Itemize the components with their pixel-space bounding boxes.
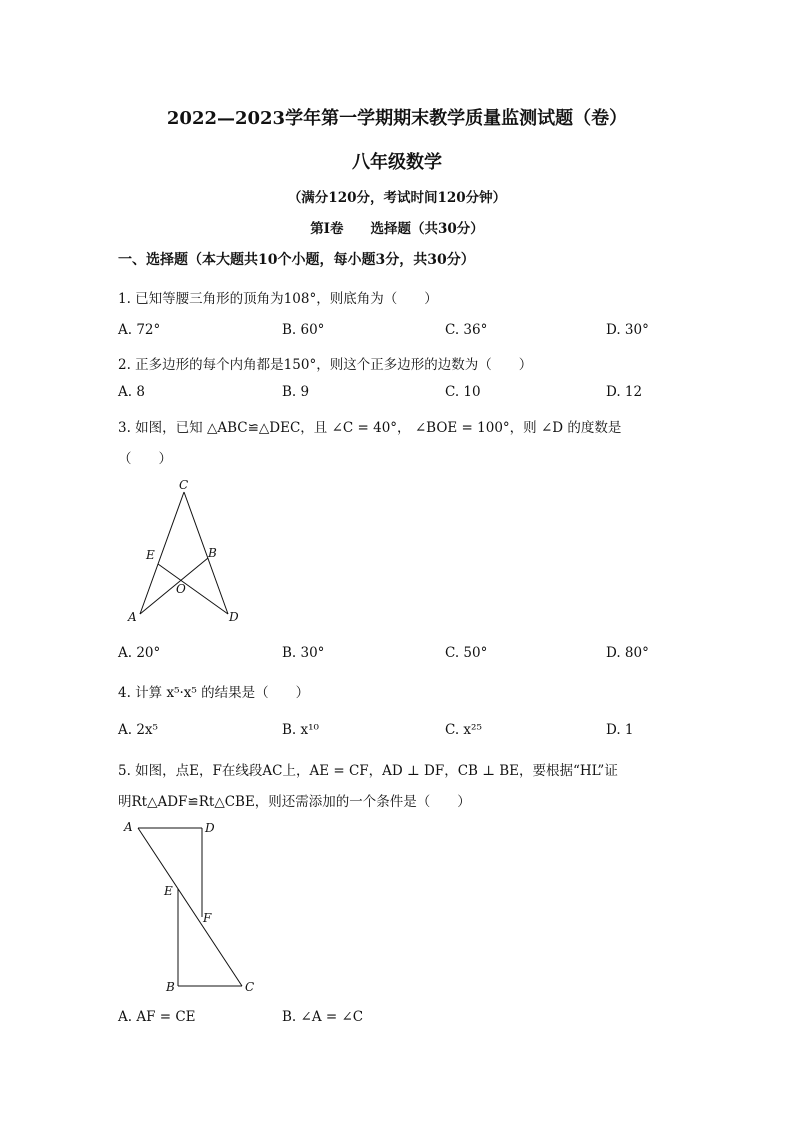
- label-b: B: [208, 546, 217, 560]
- question-4-option-c: C. x²⁵: [445, 722, 482, 738]
- question-2-option-c: C. 10: [445, 384, 481, 400]
- question-4-option-d: D. 1: [606, 722, 634, 738]
- question-5-figure: [118, 816, 268, 996]
- label-c: C: [179, 478, 189, 492]
- question-5-option-a: A. AF = CE: [118, 1009, 196, 1025]
- segment-cd: [184, 492, 228, 614]
- question-1-stem: 1. 已知等腰三角形的顶角为108°，则底角为（ ）: [118, 291, 438, 307]
- label-e: E: [164, 884, 173, 898]
- label-b: B: [166, 980, 175, 994]
- question-2-option-d: D. 12: [606, 384, 643, 400]
- label-e: E: [146, 548, 155, 562]
- question-5-stem-cont: 明Rt△ADF≌Rt△CBE，则还需添加的一个条件是（ ）: [118, 794, 471, 810]
- question-5-stem: 5. 如图，点E，F在线段AC上，AE = CF，AD ⊥ DF，CB ⊥ BE，要根据“HL”证: [118, 763, 618, 779]
- question-4-option-b: B. x¹⁰: [282, 722, 319, 738]
- question-4-stem: 4. 计算 x⁵·x⁵ 的结果是（ ）: [118, 685, 310, 701]
- question-1-option-b: B. 60°: [282, 322, 325, 338]
- question-3-stem: 3. 如图，已知 △ABC≌△DEC，且 ∠C = 40°， ∠BOE = 100°，则 ∠D 的度数是: [118, 420, 622, 436]
- question-3-figure: [118, 474, 258, 630]
- label-d: D: [205, 821, 215, 835]
- question-3-option-b: B. 30°: [282, 645, 325, 661]
- question-3-option-d: D. 80°: [606, 645, 649, 661]
- volume-heading: 第Ⅰ卷 选择题（共30分）: [310, 221, 484, 237]
- exam-title: 2022—2023学年第一学期期末教学质量监测试题（卷）: [166, 108, 628, 129]
- question-3-stem-cont: （ ）: [118, 451, 172, 467]
- question-1-option-c: C. 36°: [445, 322, 488, 338]
- question-5-option-b: B. ∠A = ∠C: [282, 1009, 364, 1025]
- label-d: D: [229, 610, 239, 624]
- label-f: F: [203, 911, 212, 925]
- question-4-option-a: A. 2x⁵: [118, 722, 158, 738]
- label-o: O: [176, 582, 186, 596]
- question-1-option-a: A. 72°: [118, 322, 161, 338]
- question-2-stem: 2. 正多边形的每个内角都是150°，则这个正多边形的边数为（ ）: [118, 357, 533, 373]
- segment-ed: [158, 564, 228, 614]
- exam-note: （满分120分，考试时间120分钟）: [287, 190, 507, 206]
- section-heading: 一、选择题（本大题共10个小题，每小题3分，共30分）: [118, 252, 475, 268]
- question-3-option-a: A. 20°: [118, 645, 161, 661]
- segment-ac: [138, 828, 242, 986]
- question-2-option-b: B. 9: [282, 384, 310, 400]
- question-3-option-c: C. 50°: [445, 645, 488, 661]
- question-2-option-a: A. 8: [118, 384, 145, 400]
- label-a: A: [124, 820, 133, 834]
- label-c: C: [245, 980, 255, 994]
- question-1-option-d: D. 30°: [606, 322, 649, 338]
- label-a: A: [128, 610, 137, 624]
- exam-subject: 八年级数学: [352, 152, 442, 173]
